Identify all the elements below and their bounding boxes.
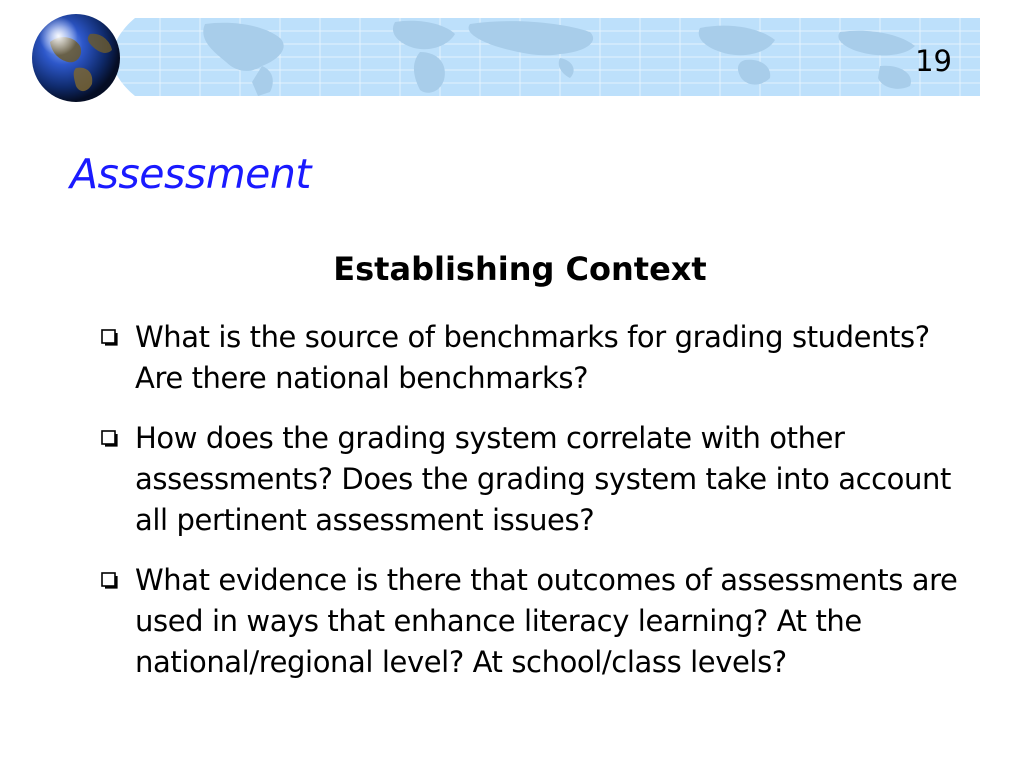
globe-icon [30,12,122,104]
checkbox-icon [100,429,120,449]
bullet-text: What evidence is there that outcomes of assessments are used in ways that enhance literacy learning? At the national/regional level? At school/class levels? [135,563,958,679]
checkbox-icon [100,571,120,591]
bullet-item [100,317,960,399]
slide-subtitle: Establishing Context [333,250,707,288]
world-map-graphic [0,18,980,96]
bullet-item [100,418,960,541]
header-world-map-band [0,18,980,96]
checkbox-icon [100,328,120,348]
slide-title: Assessment [70,150,311,198]
bullet-item [100,560,960,683]
bullet-text: What is the source of benchmarks for grading students? Are there national benchmarks? [135,320,930,395]
bullet-text: How does the grading system correlate with other assessments? Does the grading system take into account all pertinent assessment issues? [135,421,951,537]
slide-number: 19 [915,44,952,78]
bullet-list [100,317,960,702]
